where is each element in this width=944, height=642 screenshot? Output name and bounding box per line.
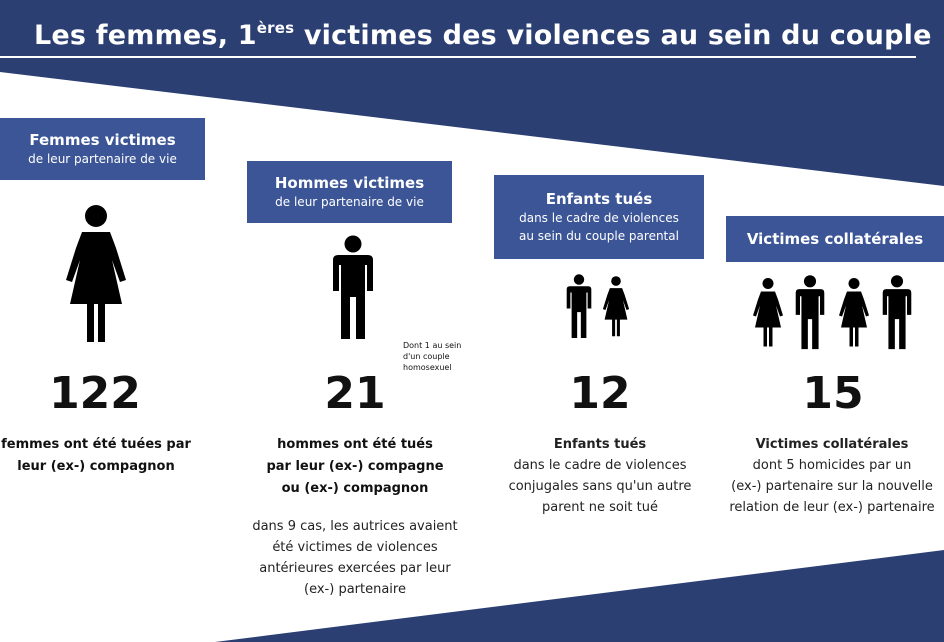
- femmes-caption: [0, 434, 192, 478]
- header-subtitle: au sein du couple parental: [519, 229, 679, 243]
- boy-icon: [566, 274, 592, 338]
- woman-icon: [752, 274, 784, 350]
- caption-line: (ex-) partenaire sur la nouvelle: [731, 479, 933, 494]
- header-femmes-victimes: [0, 118, 205, 180]
- man-icon: [795, 274, 825, 350]
- caption-line: dans 9 cas, les autrices avaient: [252, 519, 458, 534]
- header-subtitle: de leur partenaire de vie: [28, 152, 177, 166]
- header-title: Enfants tués: [545, 190, 653, 208]
- caption-line: femmes ont été tuées par: [1, 437, 191, 452]
- caption-bold: Enfants tués: [553, 437, 647, 452]
- caption-line: hommes ont été tués: [277, 437, 433, 452]
- enfants-caption: [490, 434, 710, 518]
- header-hommes-victimes: [247, 161, 452, 223]
- caption-line: dans le cadre de violences: [513, 458, 687, 473]
- hommes-caption-bold: [240, 434, 470, 500]
- caption-line: conjugales sans qu'un autre: [508, 479, 692, 494]
- hommes-note: [403, 340, 475, 373]
- man-icon: [882, 274, 912, 350]
- header-subtitle: de leur partenaire de vie: [275, 195, 424, 209]
- femmes-count: 122: [49, 368, 141, 419]
- caption-line: parent ne soit tué: [541, 500, 659, 515]
- header-title: Victimes collatérales: [746, 230, 924, 248]
- header-title: Femmes victimes: [29, 131, 176, 149]
- note-line: homosexuel: [403, 363, 452, 372]
- note-line: Dont 1 au sein: [403, 341, 462, 350]
- header-victimes-collaterales: [726, 216, 944, 262]
- caption-line: ou (ex-) compagnon: [281, 481, 429, 496]
- page-title: Les femmes, 1ères victimes des violences au sein du couple: [34, 19, 932, 51]
- hommes-count: 21: [324, 368, 386, 419]
- caption-line: par leur (ex-) compagne: [266, 459, 444, 474]
- header-subtitle: dans le cadre de violences: [519, 211, 679, 225]
- woman-icon: [838, 274, 870, 350]
- hommes-caption: [240, 516, 470, 600]
- collaterales-caption: [720, 434, 944, 518]
- caption-bold: Victimes collatérales: [755, 437, 909, 452]
- caption-line: antérieures exercées par leur: [259, 561, 451, 576]
- enfants-count: 12: [569, 368, 631, 419]
- title-underline: [0, 56, 916, 58]
- woman-icon: [64, 204, 128, 342]
- caption-line: (ex-) partenaire: [304, 582, 406, 597]
- girl-icon: [602, 274, 630, 338]
- man-icon: [332, 235, 374, 339]
- note-line: d'un couple: [403, 352, 450, 361]
- collaterales-count: 15: [802, 368, 864, 419]
- caption-line: été victimes de violences: [272, 540, 438, 555]
- caption-line: dont 5 homicides par un: [752, 458, 912, 473]
- caption-line: relation de leur (ex-) partenaire: [729, 500, 935, 515]
- header-title: Hommes victimes: [274, 174, 425, 192]
- caption-line: leur (ex-) compagnon: [17, 459, 175, 474]
- header-enfants-tues: [494, 175, 704, 259]
